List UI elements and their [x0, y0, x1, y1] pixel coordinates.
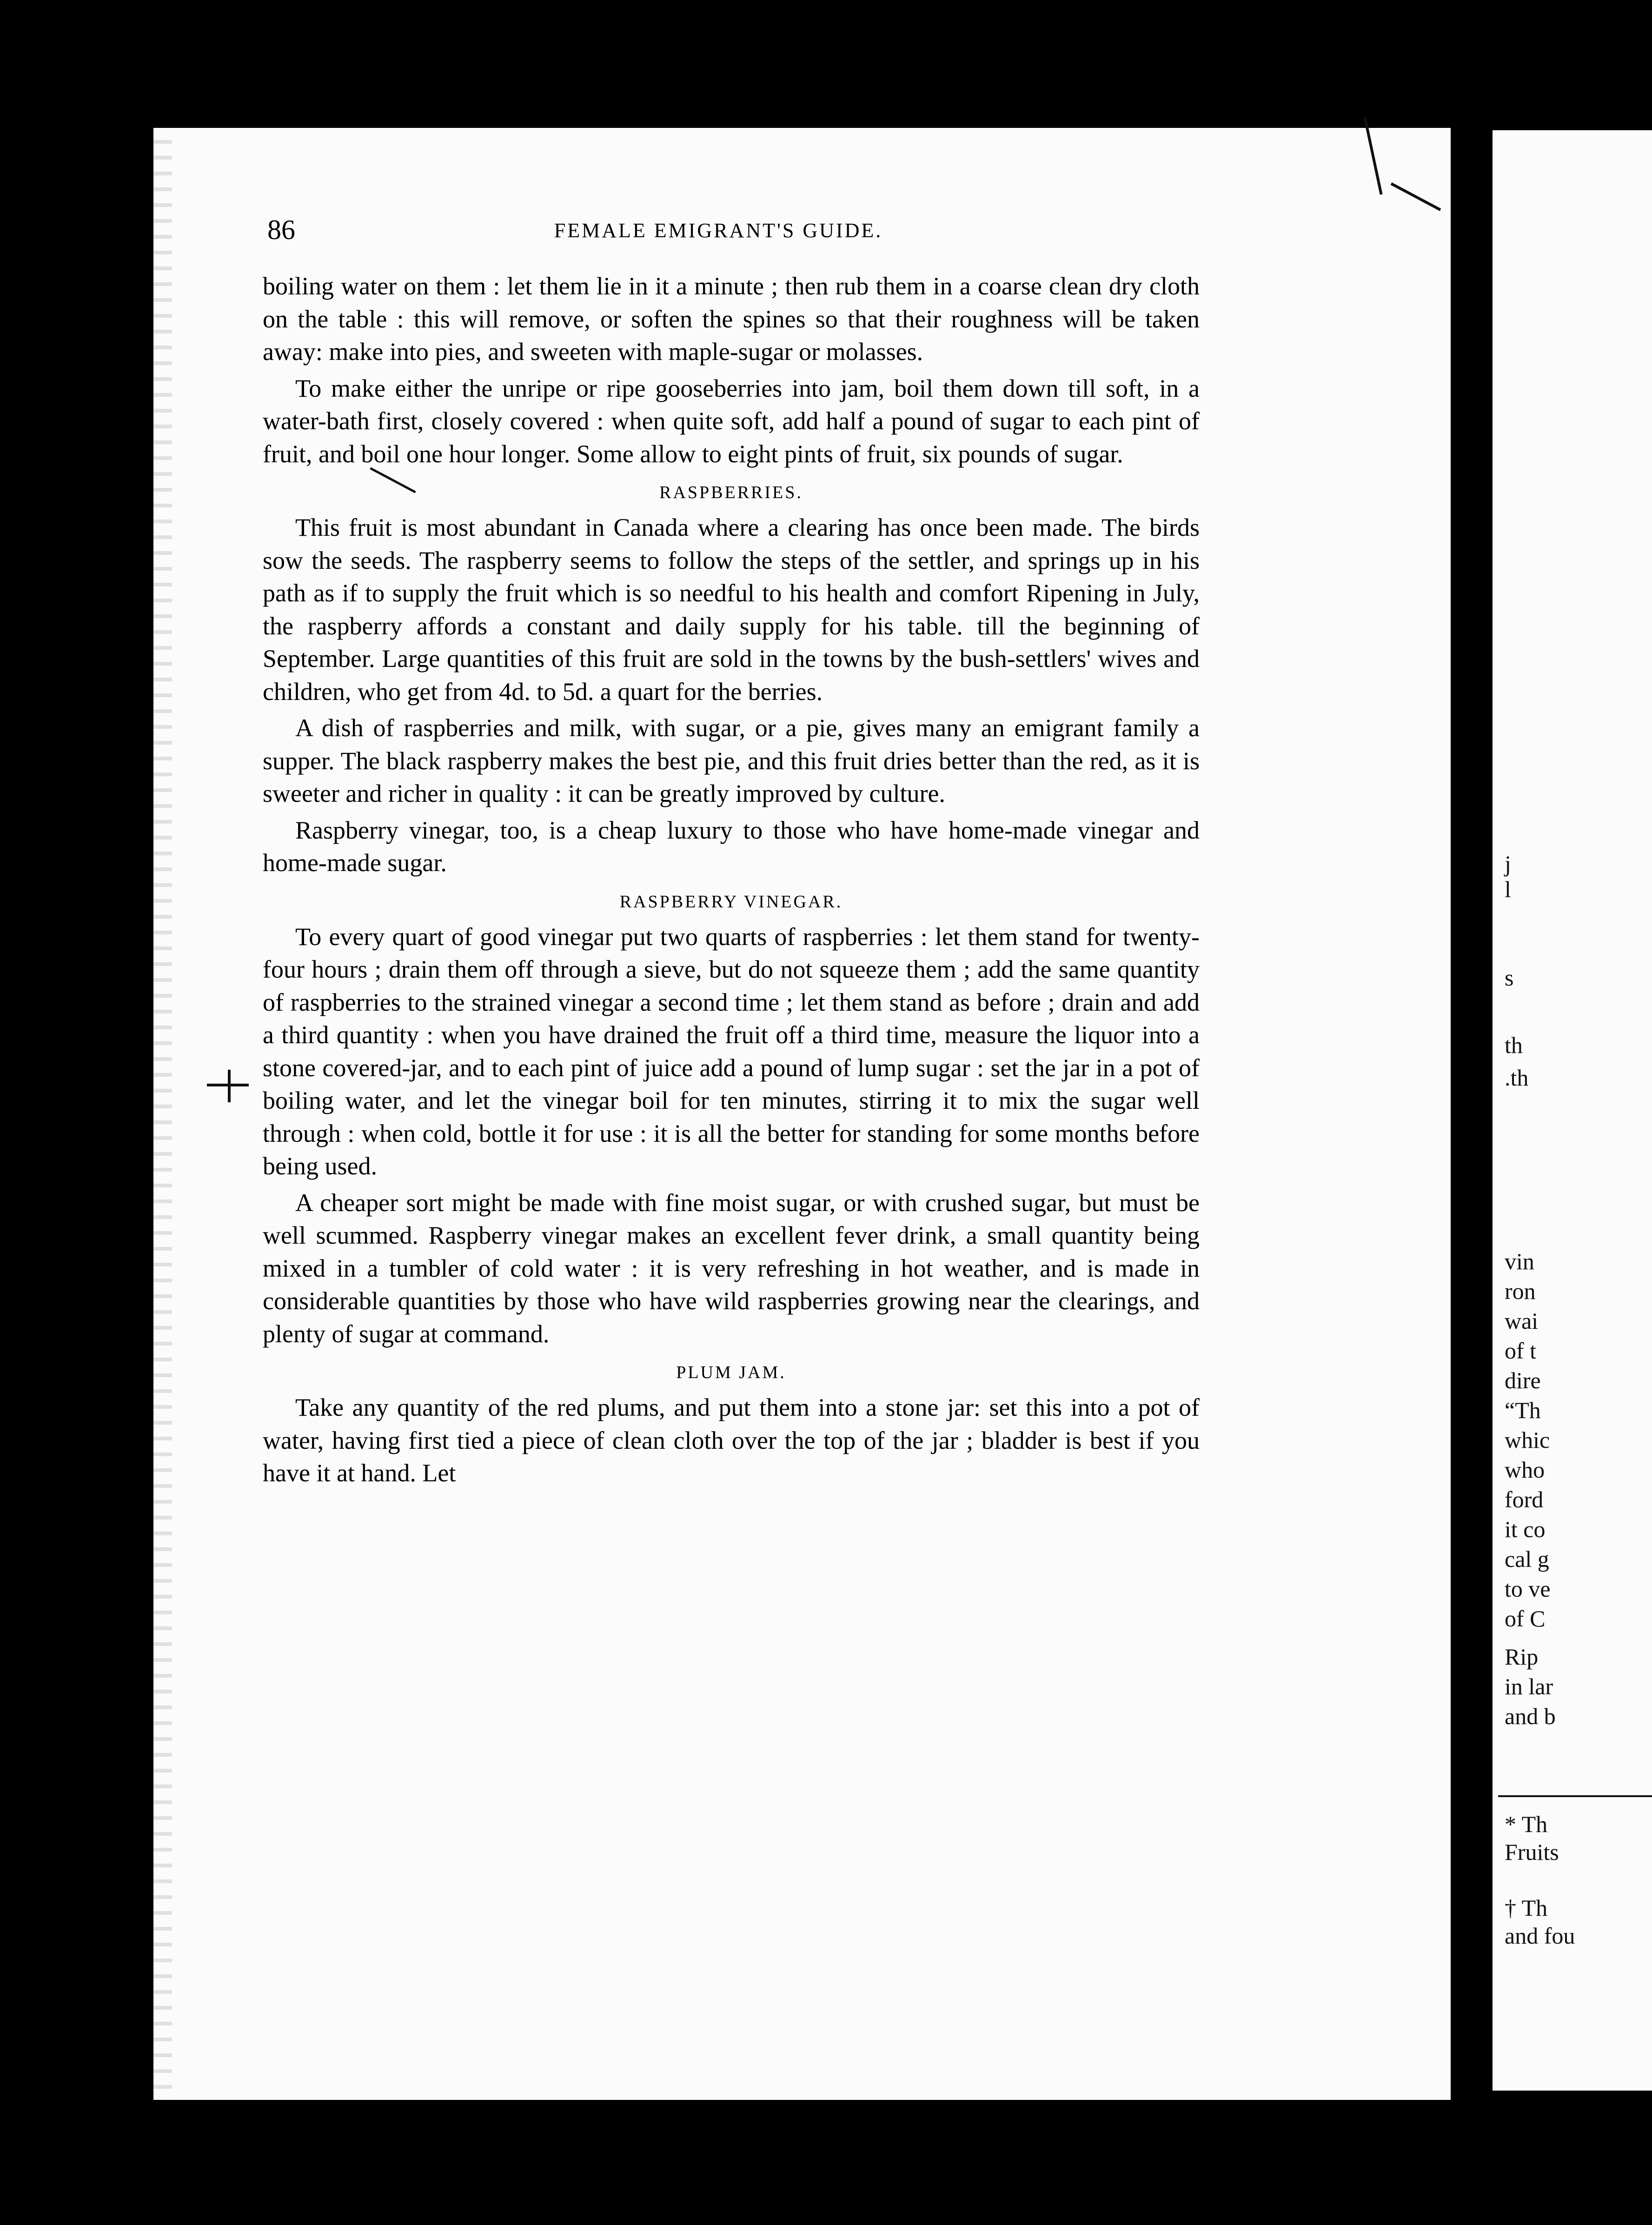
facing-page-fragment: th [1505, 1032, 1523, 1058]
facing-page-fragment: .th [1505, 1065, 1529, 1091]
facing-page-fragment: l [1505, 876, 1511, 902]
facing-page-fragment: and b [1505, 1703, 1556, 1729]
facing-page-fragment: wai [1505, 1308, 1539, 1334]
section-heading-raspberry-vinegar: RASPBERRY VINEGAR. [619, 892, 843, 912]
facing-page-fragment: † Th [1505, 1895, 1548, 1921]
facing-page-fragment: * Th [1505, 1811, 1548, 1837]
facing-page-fragment: Rip [1505, 1644, 1539, 1670]
paragraph: A cheaper sort might be made with fine moist sugar, or with crushed sugar, but must be well scummed. Raspberry vinegar makes an excellent fever drink, a small quantity being mixed in a tumbler of cold water : it is very refreshing in hot weather, and is made in considerable quantities by those who have wild raspberries growing near the clearings, and plenty of sugar at command. [263, 1188, 1200, 1348]
facing-page-fragment: ron [1505, 1278, 1536, 1304]
facing-page-fragment: vin [1505, 1248, 1534, 1274]
facing-page-fragment: dire [1505, 1367, 1541, 1393]
paragraph: Raspberry vinegar, too, is a cheap luxury to those who have home-made vinegar and home-made sugar. [263, 816, 1200, 877]
facing-page-fragment: of t [1505, 1338, 1537, 1364]
paragraph: This fruit is most abundant in Canada where a clearing has once been made. The birds sow the seeds. The raspberry seems to follow the steps of the settler, and springs up in his path as if to supply the fruit which is so needful to his health and comfort Ripening in July, the raspberry affords a constant and daily supply for his table. till the beginning of September. Large quantities of this fruit are sold in the towns by the bush-settlers' wives and children, who get from 4d. to 5d. a quart for the berries. [263, 513, 1200, 706]
facing-page-fragment: cal g [1505, 1546, 1549, 1572]
page-number: 86 [267, 214, 295, 245]
paragraph: To every quart of good vinegar put two quarts of raspberries : let them stand for twenty-four hours ; drain them off through a sieve, but do not squeeze them ; add the same quantity of raspberries to the strained vinegar a second time ; let them stand as before ; drain and add a third quantity : when you have drained the fruit off a third time, measure the liquor into a stone covered-jar, and to each pint of juice add a pound of lump sugar : set the jar in a pot of boiling water, and let the vinegar boil for ten minutes, stirring it to mix the sugar well through : when cold, bottle it for use : it is all the better for standing for some months before being used. [263, 922, 1200, 1180]
facing-page-fragment: and fou [1505, 1923, 1575, 1949]
facing-page-fragment: ford [1505, 1486, 1544, 1512]
facing-page-fragment: Fruits [1505, 1839, 1559, 1865]
section-heading-raspberries: RASPBERRIES. [659, 483, 803, 502]
facing-page-fragment: “Th [1505, 1397, 1541, 1423]
facing-page-fragment: s [1505, 965, 1514, 991]
facing-page-fragment: of C [1505, 1605, 1546, 1632]
facing-page-fragment: who [1505, 1457, 1545, 1483]
paragraph: A dish of raspberries and milk, with sugar, or a pie, gives many an emigrant family a supper. The black raspberry makes the best pie, and this fruit dries better than the red, as it is sweeter and richer in quality : it can be greatly improved by culture. [263, 714, 1200, 807]
facing-page-fragment: to ve [1505, 1576, 1551, 1602]
paragraph-gooseberry-jam: To make either the unripe or ripe gooseberries into jam, boil them down till soft, in a water-bath first, closely covered : when quite soft, add half a pound of sugar to each pint of fruit, and boil one hour longer. Some allow to eight pints of fruit, six pounds of sugar. [263, 374, 1200, 468]
facing-page-fragment: in lar [1505, 1673, 1553, 1699]
page-header [267, 214, 1169, 260]
paragraph-continued: boiling water on them : let them lie in it a minute ; then rub them in a coarse clean dry cloth on the table : this will remove, or soften the spines so that their roughness will be taken away: make into pies, and sweeten with maple-sugar or molasses. [263, 272, 1200, 366]
footnote-rule [1498, 1795, 1652, 1797]
facing-page-fragment: j [1505, 851, 1511, 877]
facing-page-fragment: it co [1505, 1516, 1546, 1542]
page-body [263, 270, 1200, 1493]
running-head: FEMALE EMIGRANT'S GUIDE. [554, 219, 883, 242]
margin-stroke [228, 1070, 231, 1102]
section-heading-plum-jam: PLUM JAM. [676, 1363, 786, 1382]
facing-page-fragment: whic [1505, 1427, 1550, 1453]
paragraph: Take any quantity of the red plums, and put them into a stone jar: set this into a pot of water, having first tied a piece of clean cloth over the top of the jar ; bladder is best if you have it at hand. Let [263, 1393, 1200, 1487]
